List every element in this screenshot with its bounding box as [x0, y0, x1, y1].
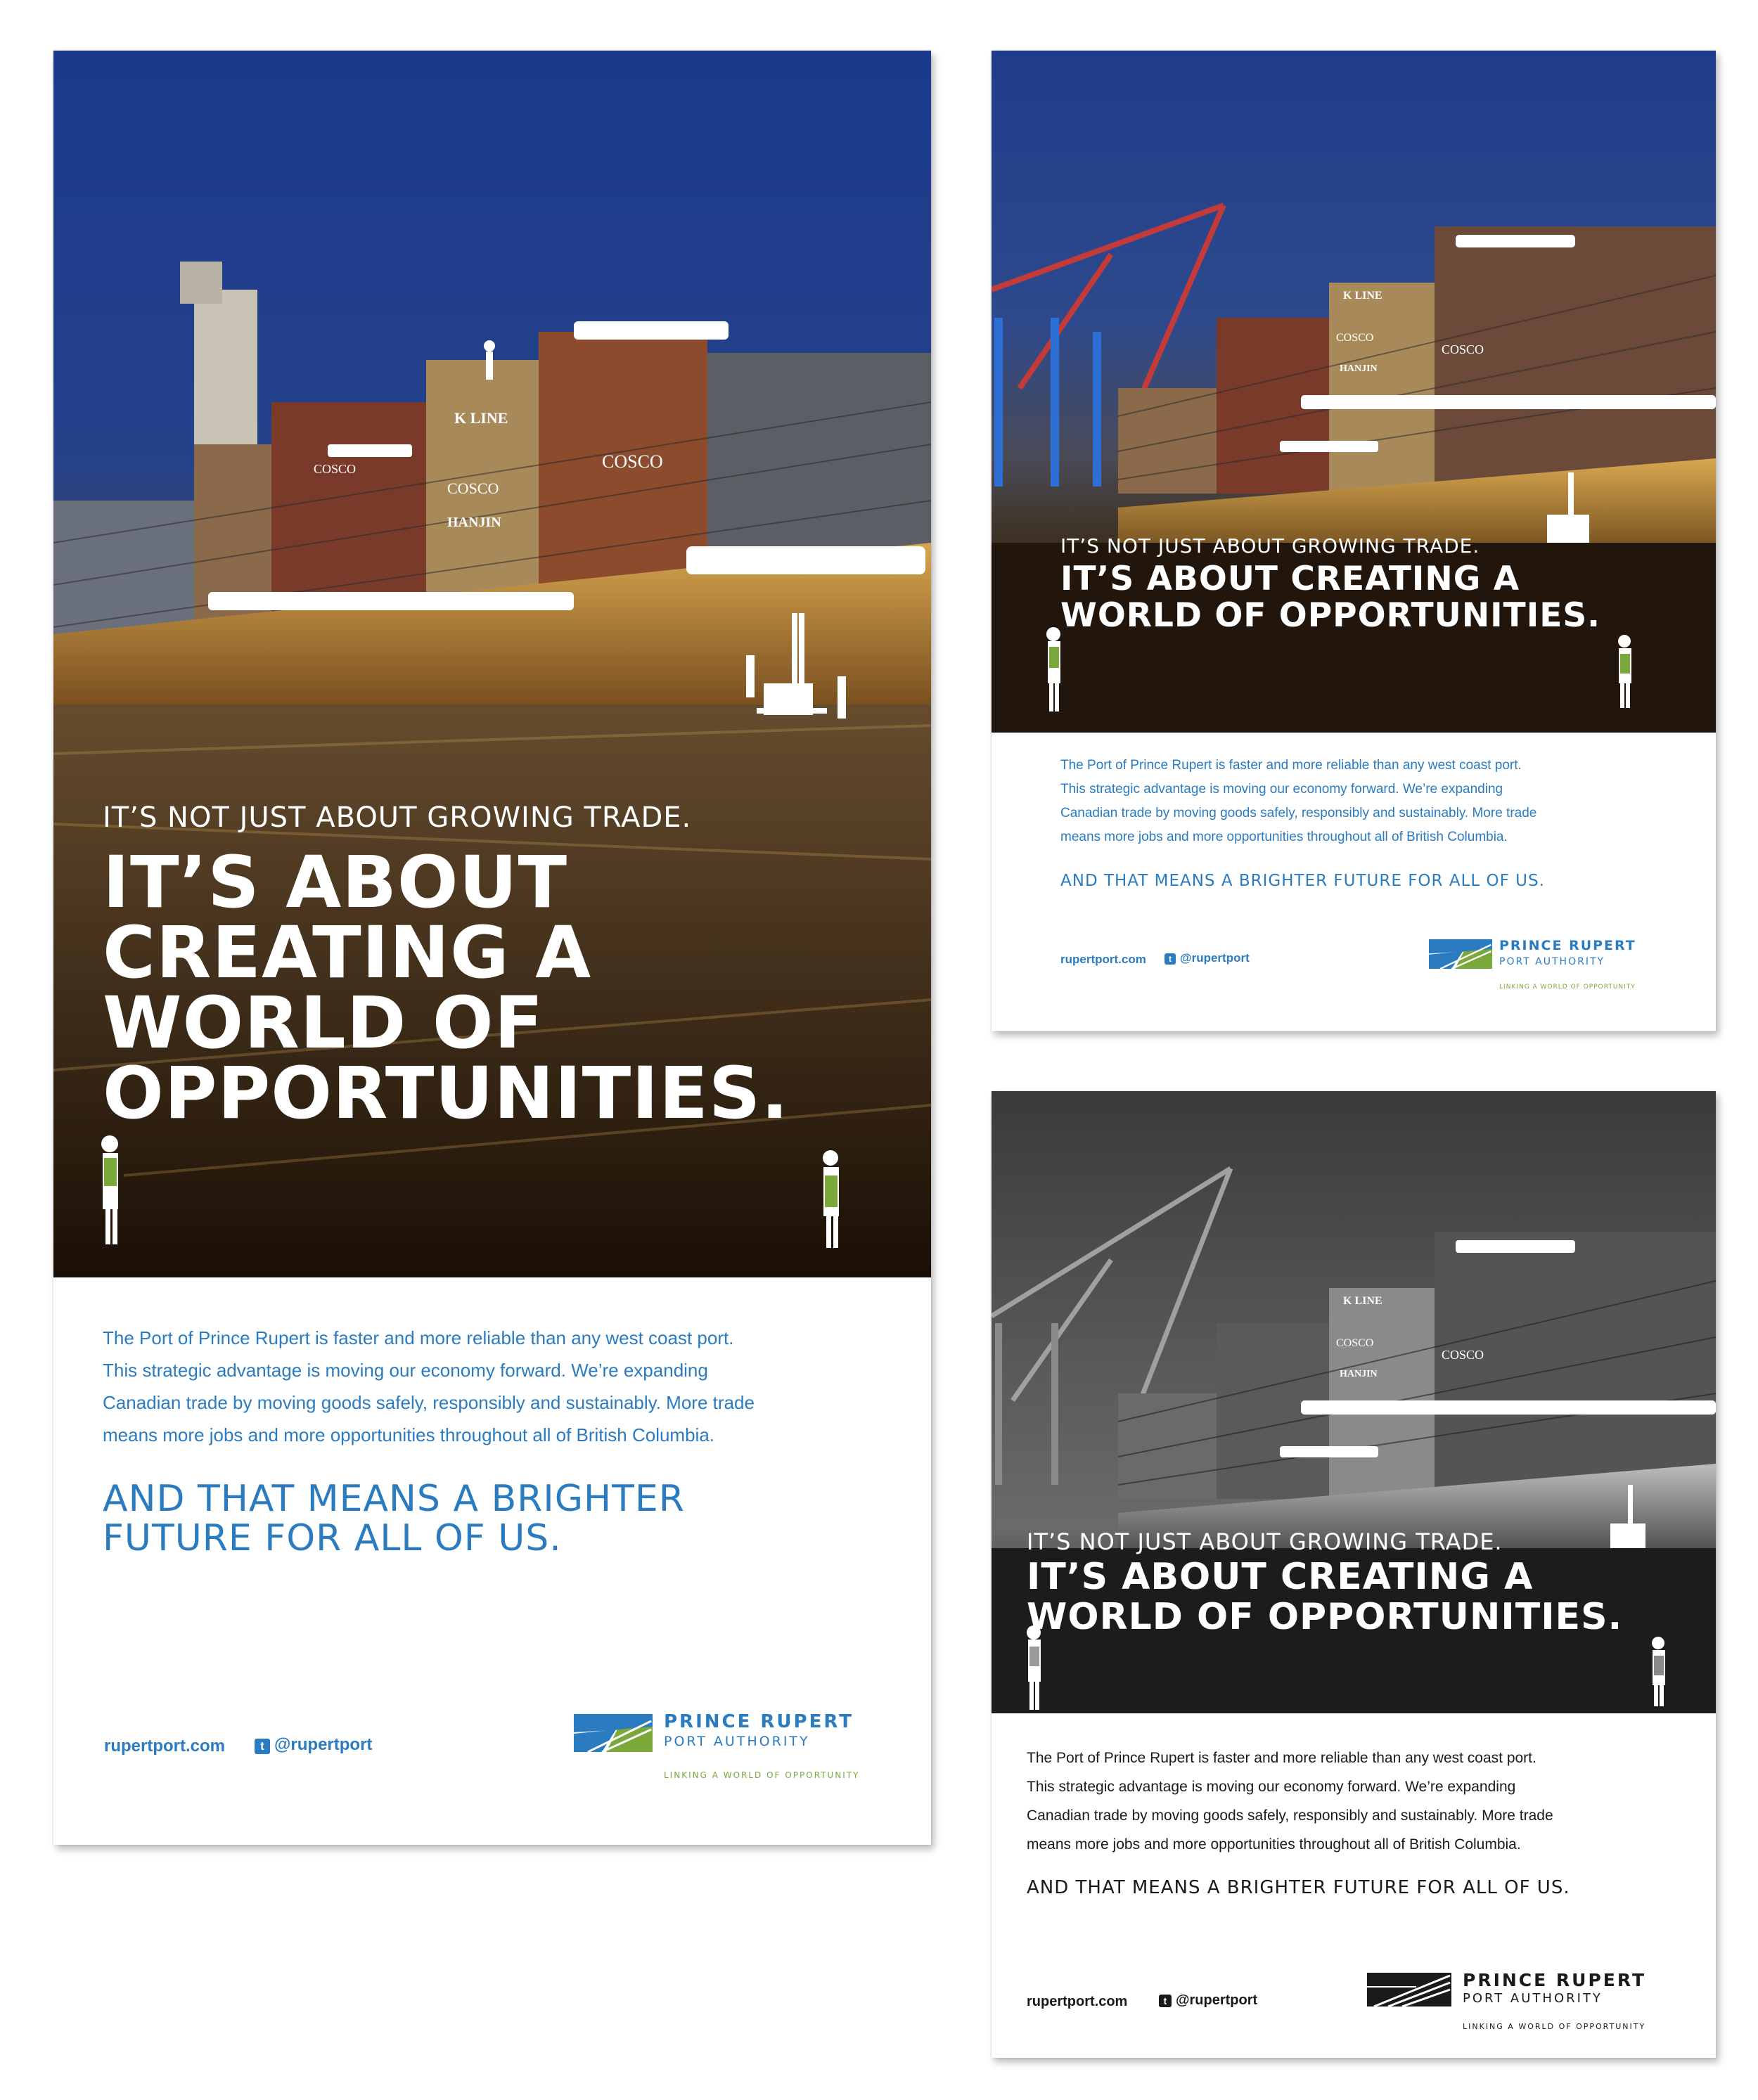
tagline-line: FUTURE FOR ALL OF US. — [103, 1517, 562, 1559]
website-link[interactable]: rupertport.com — [104, 1737, 226, 1756]
container-label: COSCO — [314, 462, 357, 476]
twitter-handle[interactable] — [1164, 951, 1250, 965]
container-label: K LINE — [1343, 290, 1382, 302]
body-line: This strategic advantage is moving our economy forward. We’re expanding — [1027, 1779, 1516, 1795]
logo-mark-icon — [1429, 939, 1492, 969]
logo-mark-icon — [1367, 1973, 1451, 2006]
twitter-handle-text: @rupertport — [274, 1735, 373, 1754]
kicker: IT’S NOT JUST ABOUT GROWING TRADE. — [1060, 534, 1480, 558]
ad-small-color — [992, 51, 1716, 1031]
container-label: COSCO — [1442, 342, 1484, 356]
logo-sub: PORT AUTHORITY — [1463, 1991, 1603, 2006]
container-label: HANJIN — [447, 515, 501, 530]
tagline-line: AND THAT MEANS A BRIGHTER — [103, 1478, 685, 1520]
body-line: Canadian trade by moving goods safely, responsibly and sustainably. More trade — [1060, 806, 1537, 820]
twitter-handle-text: @rupertport — [1176, 1992, 1258, 2008]
container-label: COSCO — [447, 479, 499, 497]
container-label: COSCO — [1336, 332, 1374, 344]
logo-sub: PORT AUTHORITY — [1499, 956, 1605, 967]
logo-name: PRINCE RUPERT — [664, 1711, 854, 1732]
website-link[interactable]: rupertport.com — [1060, 953, 1146, 966]
ad-large — [53, 51, 931, 1845]
twitter-handle-text: @rupertport — [1180, 951, 1250, 965]
body-copy — [1060, 754, 1536, 849]
headline-line: IT’S ABOUT — [103, 841, 568, 925]
headline-block — [1060, 534, 1601, 636]
website-link[interactable]: rupertport.com — [1027, 1994, 1128, 2009]
tagline — [103, 1479, 685, 1558]
container-label: HANJIN — [1340, 1369, 1378, 1379]
headline-block — [103, 801, 790, 1135]
headline-line: OPPORTUNITIES. — [103, 1051, 790, 1135]
tagline: AND THAT MEANS A BRIGHTER FUTURE FOR ALL OF US. — [1027, 1877, 1570, 1898]
headline-line: WORLD OF OPPORTUNITIES. — [1060, 596, 1601, 636]
body-line: This strategic advantage is moving our economy forward. We’re expanding — [103, 1360, 708, 1381]
headline-line: IT’S ABOUT CREATING A — [1027, 1556, 1534, 1598]
body-line: The Port of Prince Rupert is faster and more reliable than any west coast port. — [103, 1327, 734, 1348]
logo-name: PRINCE RUPERT — [1463, 1970, 1647, 1990]
twitter-icon: t — [255, 1739, 270, 1754]
twitter-handle[interactable] — [255, 1735, 372, 1755]
tagline: AND THAT MEANS A BRIGHTER FUTURE FOR ALL OF US. — [1060, 872, 1545, 890]
headline-line: CREATING A — [103, 910, 592, 995]
twitter-icon: t — [1159, 1995, 1172, 2007]
headline-block — [1027, 1528, 1623, 1638]
logo-slogan: LINKING A WORLD OF OPPORTUNITY — [664, 1770, 860, 1780]
body-line: The Port of Prince Rupert is faster and more reliable than any west coast port. — [1060, 758, 1522, 773]
logo-mark-icon — [574, 1714, 653, 1752]
headline-line: WORLD OF — [103, 981, 544, 1065]
body-line: This strategic advantage is moving our economy forward. We’re expanding — [1060, 782, 1503, 797]
headline-line: IT’S ABOUT CREATING A — [1060, 560, 1520, 598]
body-line: means more jobs and more opportunities throughout all of British Columbia. — [103, 1424, 715, 1445]
body-copy — [1027, 1744, 1553, 1859]
body-copy — [103, 1322, 755, 1451]
twitter-handle[interactable] — [1159, 1992, 1257, 2009]
kicker: IT’S NOT JUST ABOUT GROWING TRADE. — [103, 801, 692, 834]
ad-small-bw — [992, 1091, 1716, 2058]
container-label: COSCO — [1336, 1337, 1374, 1349]
container-label: COSCO — [1442, 1348, 1484, 1362]
twitter-icon: t — [1164, 953, 1176, 965]
logo-name: PRINCE RUPERT — [1499, 938, 1636, 953]
container-label: HANJIN — [1340, 363, 1378, 374]
container-label: K LINE — [454, 409, 508, 427]
body-line: means more jobs and more opportunities throughout all of British Columbia. — [1060, 830, 1508, 844]
logo-slogan: LINKING A WORLD OF OPPORTUNITY — [1463, 2022, 1646, 2031]
container-label: K LINE — [1343, 1295, 1382, 1307]
kicker: IT’S NOT JUST ABOUT GROWING TRADE. — [1027, 1528, 1503, 1555]
container-label: COSCO — [602, 451, 663, 472]
body-line: Canadian trade by moving goods safely, responsibly and sustainably. More trade — [103, 1392, 755, 1413]
headline-line: WORLD OF OPPORTUNITIES. — [1027, 1595, 1623, 1638]
logo-slogan: LINKING A WORLD OF OPPORTUNITY — [1499, 984, 1636, 991]
body-line: The Port of Prince Rupert is faster and more reliable than any west coast port. — [1027, 1750, 1536, 1766]
body-line: means more jobs and more opportunities throughout all of British Columbia. — [1027, 1836, 1521, 1853]
body-line: Canadian trade by moving goods safely, responsibly and sustainably. More trade — [1027, 1808, 1553, 1824]
logo-sub: PORT AUTHORITY — [664, 1734, 810, 1749]
